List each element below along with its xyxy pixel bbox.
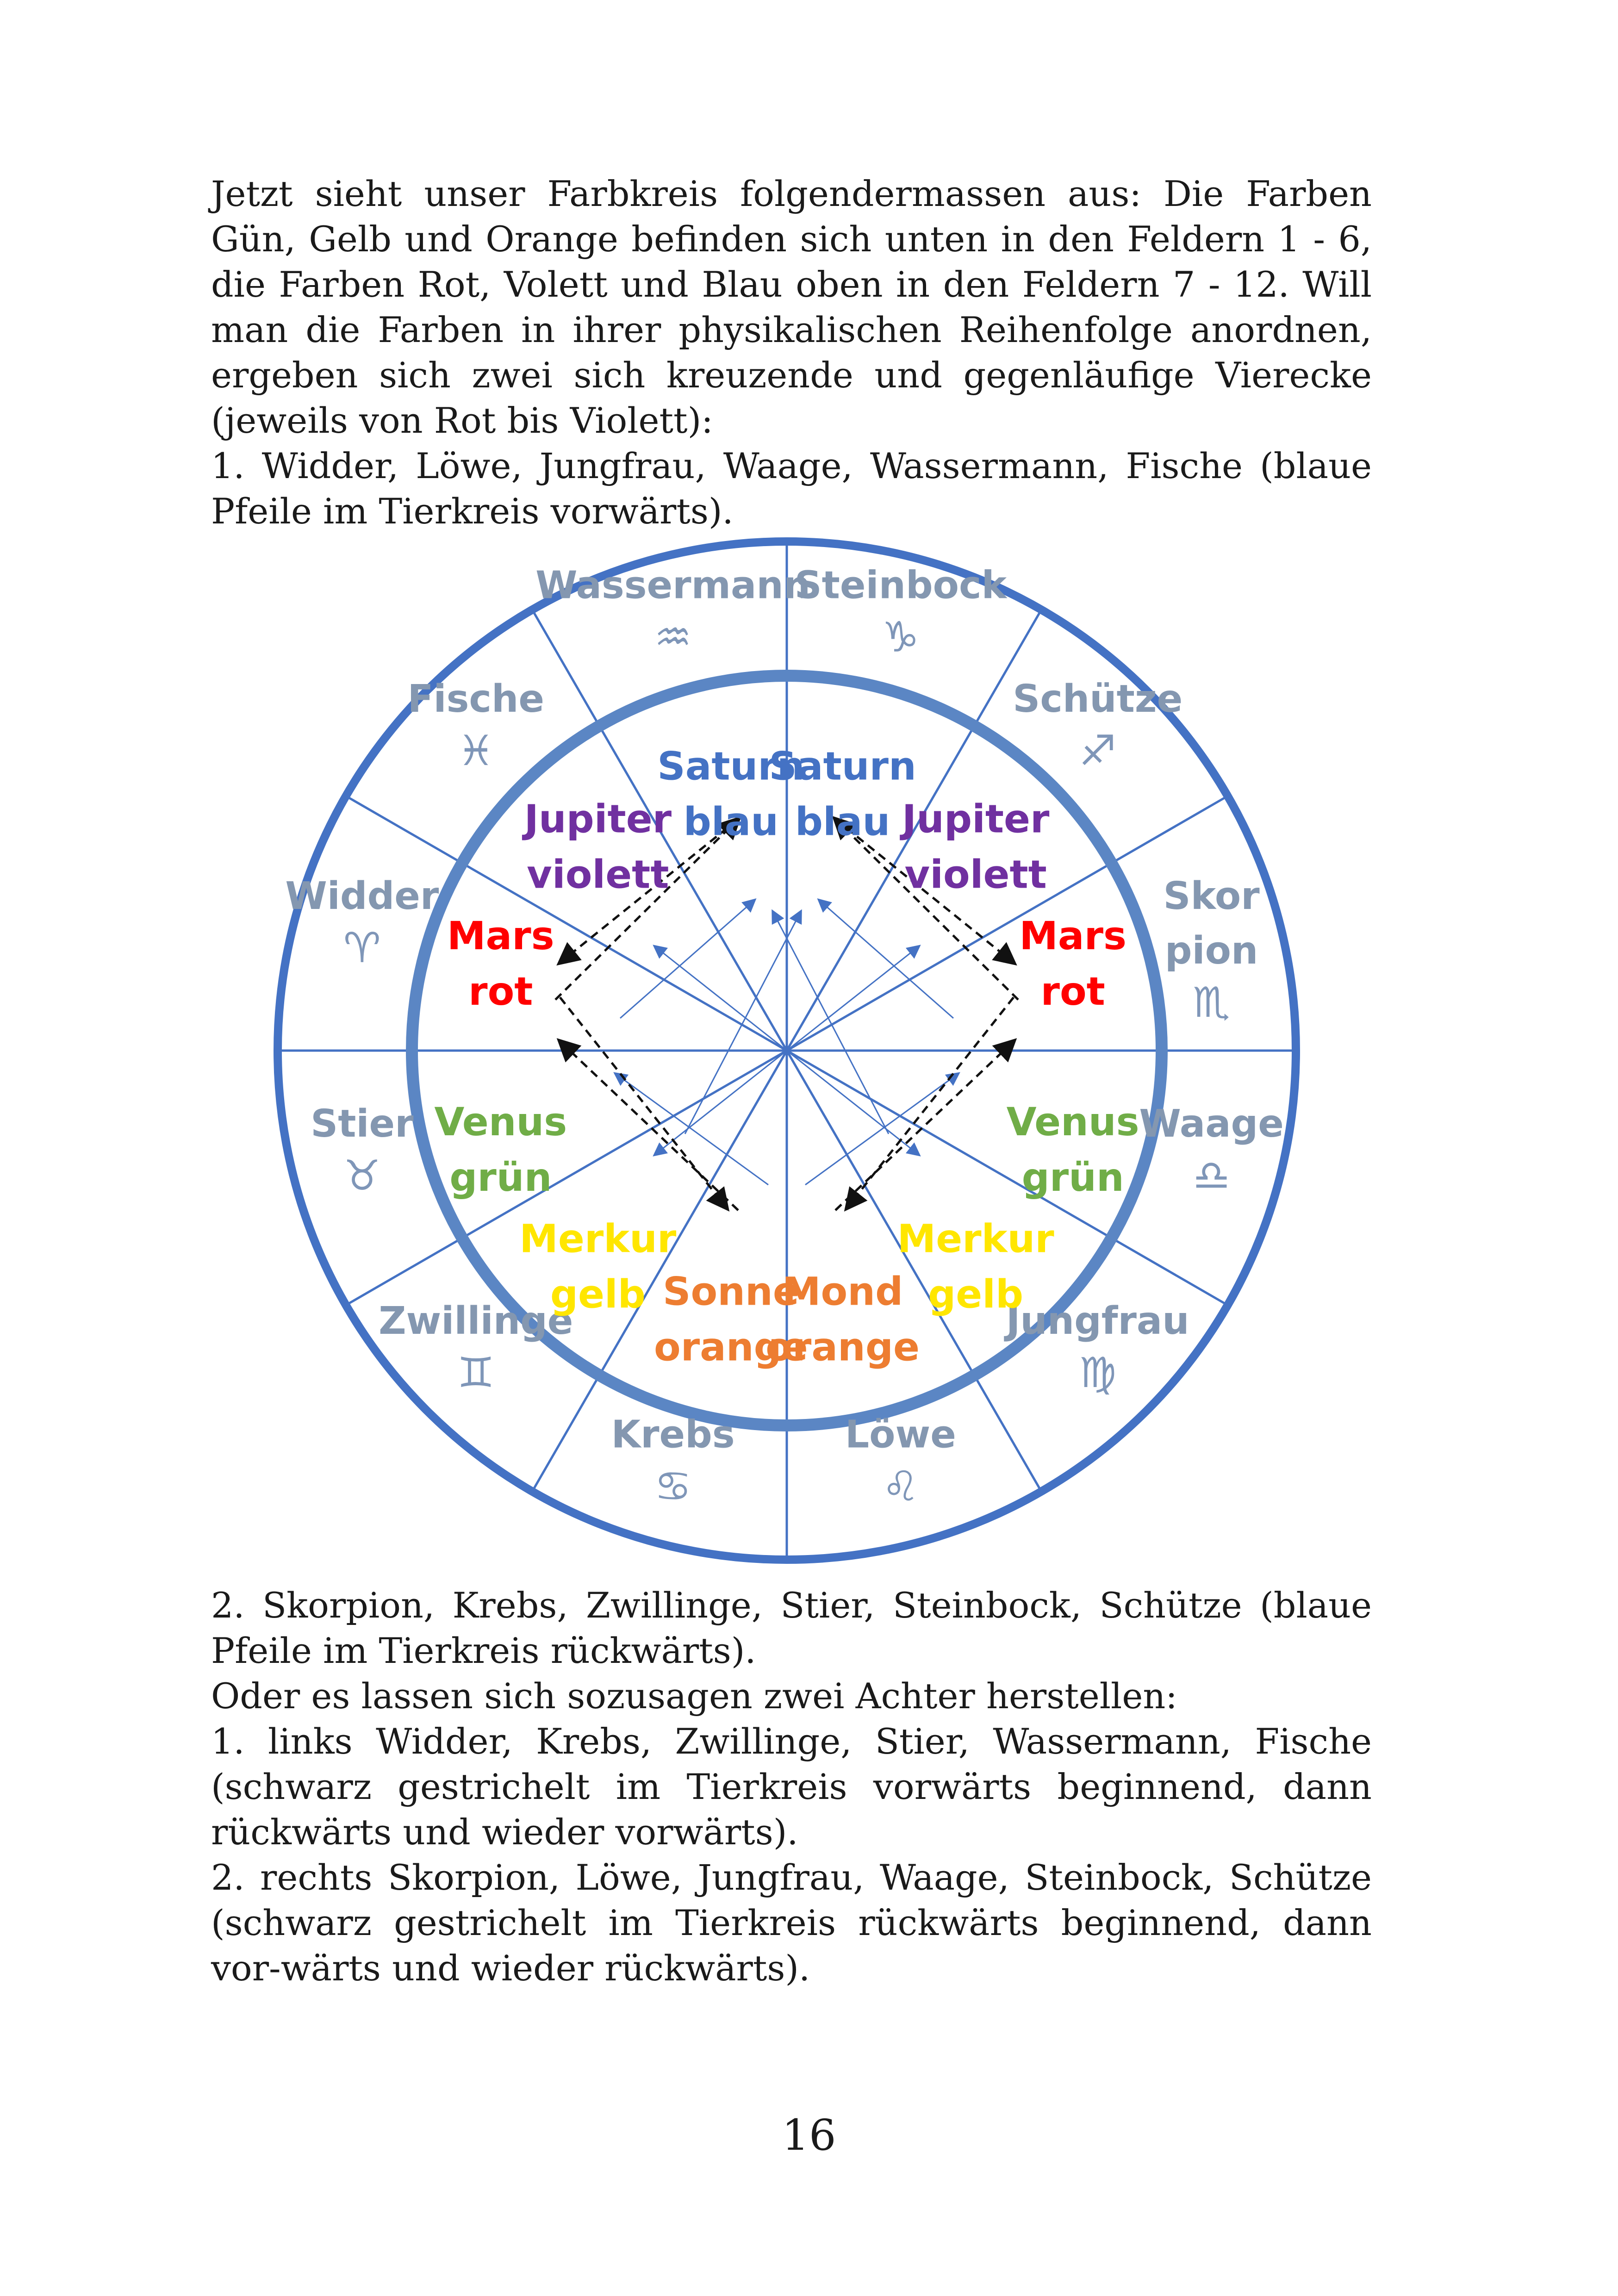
zodiac-sector-label (1004, 1299, 1189, 1397)
planet-color-word: violett (904, 852, 1047, 897)
planet-color-word: rot (468, 969, 533, 1014)
zodiac-name: Krebs (611, 1412, 735, 1457)
blue-arrow (616, 1074, 768, 1185)
zodiac-symbol-icon: ♒ (654, 613, 692, 662)
blue-arrow (655, 946, 787, 1051)
zodiac-symbol-icon: ♑ (882, 613, 920, 662)
planet-color-word: gelb (550, 1271, 646, 1317)
planet-label (434, 1099, 567, 1200)
zodiac-sector-label (379, 1299, 573, 1397)
zodiac-name: Widder (285, 874, 439, 919)
zodiac-sector-label (611, 1413, 735, 1511)
zodiac-name: Wassermann (535, 563, 811, 608)
planet-label (1019, 913, 1126, 1014)
blue-arrow (787, 946, 919, 1051)
planet-color-word: orange (654, 1324, 808, 1370)
zodiac-symbol-icon: ♎ (1193, 1151, 1230, 1200)
zodiac-name: Zwillinge (379, 1299, 573, 1343)
zodiac-sector-label (535, 563, 810, 661)
zodiac-symbol-icon: ♓ (457, 727, 495, 776)
planet-name: Mars (1019, 913, 1127, 959)
planet-name: Mars (447, 913, 554, 959)
zodiac-symbol-icon: ♈ (343, 924, 381, 973)
planet-color-word: gelb (928, 1271, 1024, 1317)
zodiac-symbol-icon: ♋ (654, 1462, 692, 1511)
zodiac-sector-label (407, 677, 544, 775)
planet-color-word: grün (1021, 1154, 1124, 1200)
planet-label (765, 1269, 920, 1369)
paragraph: 2. Skorpion, Krebs, Zwillinge, Stier, Steinbock, Schütze (blaue Pfeile im Tierkreis rückwärts). (211, 1585, 1372, 1671)
paragraph: 2. rechts Skorpion, Löwe, Jungfrau, Waage, Steinbock, Schütze (schwarz gestrichelt im Tierkreis rückwärts beginnend, dann vor-wärts und wieder rückwärts). (211, 1857, 1372, 1989)
planet-name: Jupiter (902, 796, 1050, 842)
planet-name: Venus (434, 1099, 567, 1145)
planet-name: Merkur (897, 1216, 1054, 1262)
page-number: 16 (782, 2110, 836, 2160)
planet-name: Mond (782, 1269, 903, 1314)
planet-label (522, 796, 672, 897)
zodiac-name: Waage (1139, 1101, 1284, 1146)
dashed-arrow (560, 1041, 738, 1210)
planet-label (900, 796, 1050, 897)
planet-name: Sonne (663, 1269, 799, 1314)
planet-color-word: blau (795, 799, 890, 845)
zodiac-symbol-icon: ♉ (343, 1151, 381, 1200)
zodiac-sector-label (1013, 677, 1182, 775)
zodiac-name: Steinbock (794, 563, 1007, 608)
planet-label (769, 744, 916, 845)
planet-label (447, 913, 554, 1014)
paragraph: Jetzt sieht unser Farbkreis folgendermassen aus: Die Farben Gün, Gelb und Orange befinden sich unten in den Feldern 1 - 6, die Farben Rot, Volett und Blau oben in den Feldern 7 - 12. Will man die Farben in ihrer physikalischen Reihenfolge anordnen, ergeben sich zwei sich kreuzende und gegenläufige Vierecke (jeweils von Rot bis Violett): (211, 173, 1372, 441)
zodiac-sector-label (311, 1102, 414, 1200)
zodiac-name-second-line: pion (1164, 929, 1258, 973)
planet-name: Merkur (519, 1216, 677, 1262)
zodiac-name: Skor (1163, 874, 1260, 919)
zodiac-sector-label (795, 563, 1008, 661)
top-text-block (211, 171, 1372, 534)
zodiac-sector-label (1164, 874, 1260, 1027)
zodiac-symbol-icon: ♊ (457, 1348, 495, 1397)
bottom-text-block (211, 1583, 1372, 1991)
paragraph: 1. links Widder, Krebs, Zwillinge, Stier, Wassermann, Fische (schwarz gestrichelt im Tierkreis vorwärts beginnend, dann rückwärts und wieder vorwärts). (211, 1721, 1372, 1853)
paragraph: Oder es lassen sich sozusagen zwei Achter herstellen: (211, 1675, 1177, 1717)
zodiac-name: Löwe (845, 1412, 956, 1457)
planet-name: Saturn (657, 743, 805, 789)
paragraph: 1. Widder, Löwe, Jungfrau, Waage, Wassermann, Fische (blaue Pfeile im Tierkreis vorwärts). (211, 445, 1372, 532)
planet-color-word: grün (449, 1154, 552, 1200)
dashed-arrow (555, 819, 738, 1000)
zodiac-symbol-icon: ♌ (882, 1462, 920, 1511)
zodiac-symbol-icon: ♏ (1193, 978, 1230, 1027)
planet-name: Jupiter (524, 796, 672, 842)
zodiac-name: Jungfrau (1006, 1299, 1189, 1343)
zodiac-name: Schütze (1013, 677, 1183, 722)
planet-color-word: orange (765, 1324, 920, 1370)
planet-label (1007, 1099, 1139, 1200)
zodiac-symbol-icon: ♐ (1079, 727, 1117, 776)
zodiac-sector-label (285, 874, 439, 972)
blue-arrow (805, 1074, 958, 1185)
zodiac-sector-label (1139, 1102, 1284, 1200)
zodiac-name: Fische (407, 677, 545, 722)
planet-name: Venus (1006, 1099, 1139, 1145)
zodiac-name: Stier (311, 1101, 414, 1146)
dashed-arrow (835, 819, 1018, 1000)
planet-color-word: blau (683, 799, 779, 845)
zodiac-color-wheel (268, 532, 1305, 1569)
zodiac-symbol-icon: ♍ (1079, 1348, 1117, 1397)
dashed-arrow (835, 1041, 1014, 1210)
planet-name: Saturn (769, 743, 916, 789)
zodiac-sector-label (845, 1413, 956, 1511)
planet-color-word: rot (1040, 969, 1105, 1014)
planet-color-word: violett (527, 852, 669, 897)
